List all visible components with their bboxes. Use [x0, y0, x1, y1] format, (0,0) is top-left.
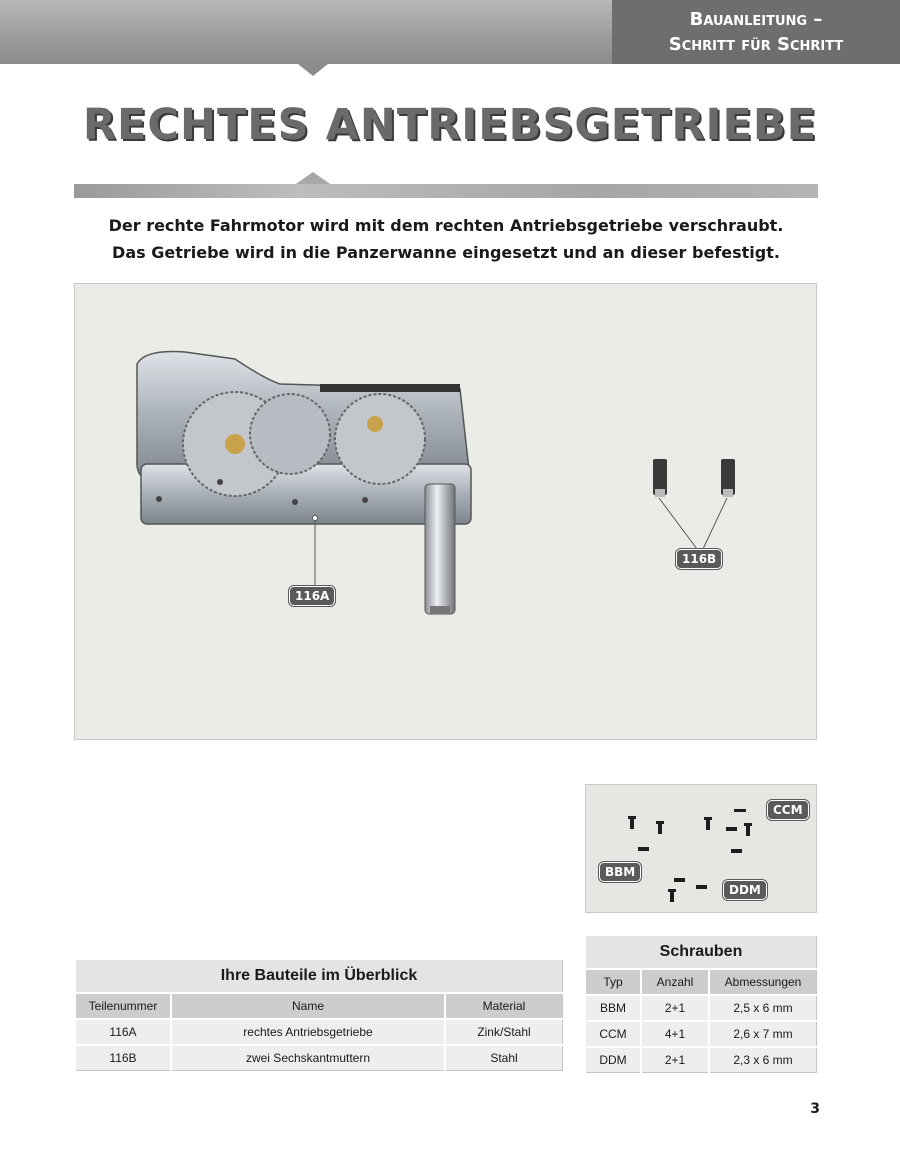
table-row — [585, 1021, 817, 1047]
table-row — [585, 995, 817, 1021]
screw-dimensions: 2,6 x 7 mm — [709, 1021, 817, 1047]
table-row — [75, 1045, 563, 1071]
screw-type: DDM — [585, 1047, 641, 1073]
header-type: Typ — [585, 969, 641, 995]
part-material: Stahl — [445, 1045, 563, 1071]
title-underline-bar — [74, 184, 818, 198]
gearbox-photo — [74, 283, 817, 740]
hex-nuts-116b — [653, 459, 735, 497]
part-material: Zink/Stahl — [445, 1019, 563, 1045]
part-name: zwei Sechskantmuttern — [171, 1045, 445, 1071]
header-part-number: Teilenummer — [75, 993, 171, 1019]
screw-count: 2+1 — [641, 995, 709, 1021]
screw-label-bbm: BBM — [599, 862, 641, 882]
screw-count: 4+1 — [641, 1021, 709, 1047]
screws-photo — [585, 784, 817, 913]
gearbox-illustration — [75, 284, 818, 741]
part-number: 116B — [75, 1045, 171, 1071]
screw-type: BBM — [585, 995, 641, 1021]
header-dimensions: Abmessungen — [709, 969, 817, 995]
page-number: 3 — [810, 1101, 820, 1117]
screw-dimensions: 2,3 x 6 mm — [709, 1047, 817, 1073]
section-label-line1: Bauanleitung – — [689, 9, 823, 30]
callout-116a: 116A — [289, 586, 335, 606]
gearbox-116a — [137, 352, 471, 615]
parts-table-title: Ihre Bauteile im Überblick — [75, 959, 563, 993]
header-material: Material — [445, 993, 563, 1019]
screw-type: CCM — [585, 1021, 641, 1047]
screw-label-ddm: DDM — [723, 880, 767, 900]
screw-dimensions: 2,5 x 6 mm — [709, 995, 817, 1021]
intro-line-2: Das Getriebe wird in die Panzerwanne eingesetzt und an dieser befestigt. — [112, 243, 780, 262]
part-name: rechtes Antriebsgetriebe — [171, 1019, 445, 1045]
screw-count: 2+1 — [641, 1047, 709, 1073]
page-title: RECHTES ANTRIEBSGETRIEBE — [82, 100, 818, 150]
screw-label-ccm: CCM — [767, 800, 809, 820]
parts-table-header — [75, 993, 563, 1019]
section-label-line2: Schritt für Schritt — [668, 34, 844, 55]
header-name: Name — [171, 993, 445, 1019]
screws-table — [584, 934, 817, 1073]
table-row — [585, 1047, 817, 1073]
part-number: 116A — [75, 1019, 171, 1045]
parts-table — [74, 958, 563, 1071]
callout-116b: 116B — [676, 549, 722, 569]
table-row — [75, 1019, 563, 1045]
header-count: Anzahl — [641, 969, 709, 995]
section-label — [612, 0, 900, 64]
screws-table-title: Schrauben — [585, 935, 817, 969]
screws-table-header — [585, 969, 817, 995]
intro-text — [74, 212, 818, 266]
intro-line-1: Der rechte Fahrmotor wird mit dem rechten Antriebsgetriebe verschraubt. — [108, 216, 784, 235]
